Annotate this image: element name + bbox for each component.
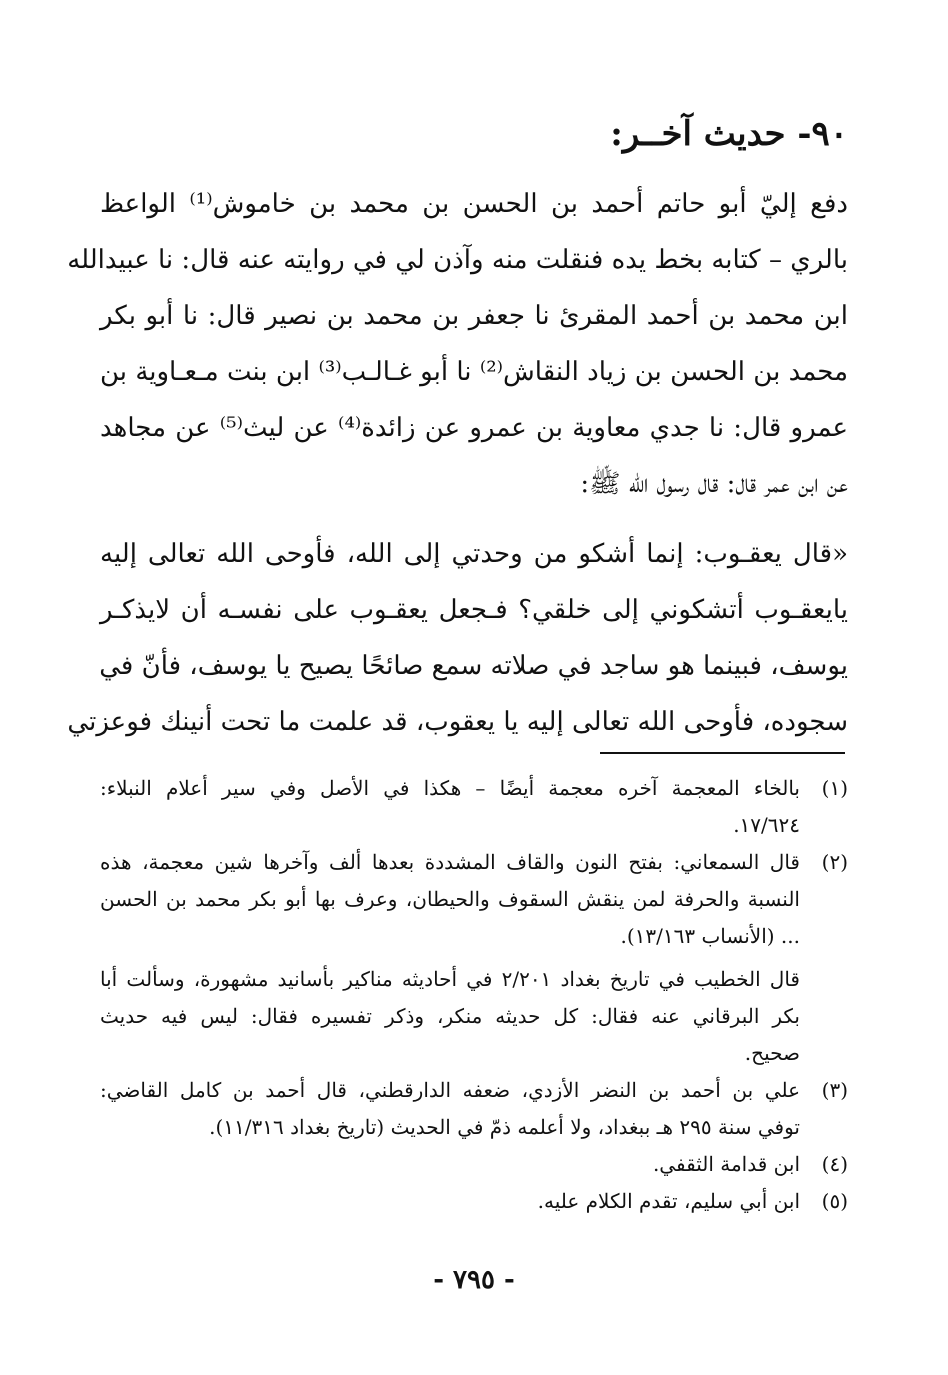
footnote-line: ابن قدامة الثقفي. bbox=[652, 1152, 800, 1176]
footnote-number: (٢) bbox=[821, 850, 848, 874]
footnotes bbox=[100, 770, 848, 1220]
footnote-2-continuation bbox=[100, 961, 848, 1072]
text-line: محمد بن الحسن بن زياد النقاش⁽²⁾ نا أبو غـالـب⁽³⁾ ابن بنت مـعـاوية بن bbox=[100, 357, 848, 387]
page-number: - ٧٩٥ - bbox=[433, 1265, 515, 1295]
footnote-2 bbox=[100, 844, 848, 955]
footnote-line: توفي سنة ٢٩٥ هـ ببغداد، ولا أعلمه ذمّ في الحديث (تاريخ بغداد ١١/٣١٦). bbox=[209, 1115, 800, 1139]
text-line: عن ابن عمر قال: قال رسول الله ﷺ: bbox=[580, 469, 848, 499]
matn-paragraph bbox=[67, 526, 848, 750]
footnote-line: صحيح. bbox=[744, 1041, 800, 1065]
footnote-4 bbox=[100, 1146, 848, 1183]
text-line: «قال يعقـوب: إنما أشكو من وحدتي إلى الله، فأوحى الله تعالى إليه bbox=[100, 539, 848, 569]
footnote-number: (٤) bbox=[821, 1152, 848, 1176]
footnote-line: بكر البرقاني عنه فقال: كل حديثه منكر، وذكر تفسيره فقال: ليس فيه حديث bbox=[100, 1004, 800, 1028]
footnote-separator bbox=[600, 752, 845, 754]
hadith-heading: ٩٠- حديث آخــر: bbox=[610, 114, 848, 154]
footnote-line: بالخاء المعجمة آخره معجمة أيضًا – هكذا في الأصل وفي سير أعلام النبلاء: bbox=[100, 776, 800, 800]
text-line: سجوده، فأوحى الله تعالى إليه يا يعقوب، قد علمت ما تحت أنينك فوعزتي bbox=[67, 707, 848, 737]
footnote-number: (٥) bbox=[821, 1189, 848, 1213]
isnad-paragraph bbox=[67, 176, 848, 512]
text-line: بالري – كتابه بخط يده فنقلت منه وآذن لي في روايته عنه قال: نا عبيدالله bbox=[67, 245, 848, 275]
footnote-3 bbox=[100, 1072, 848, 1146]
footnote-line: ... (الأنساب ١٣/١٦٣). bbox=[620, 924, 800, 948]
footnote-5 bbox=[100, 1183, 848, 1220]
text-line: عمرو قال: نا جدي معاوية بن عمرو عن زائدة⁽⁴⁾ عن ليث⁽⁵⁾ عن مجاهد bbox=[100, 413, 848, 443]
footnote-number: (١) bbox=[821, 776, 848, 800]
text-line: ابن محمد بن أحمد المقرئ نا جعفر بن محمد بن نصير قال: نا أبو بكر bbox=[100, 301, 848, 331]
footnote-line: ١٧/٦٢٤. bbox=[733, 813, 800, 837]
footnote-line: ابن أبي سليم، تقدم الكلام عليه. bbox=[537, 1189, 800, 1213]
footnote-line: علي بن أحمد بن النضر الأزدي، ضعفه الدارقطني، قال أحمد بن كامل القاضي: bbox=[100, 1078, 800, 1102]
footnote-line: قال الخطيب في تاريخ بغداد ٢/٢٠١ في أحاديثه مناكير بأسانيد مشهورة، وسألت أبا bbox=[100, 967, 800, 991]
footnote-1 bbox=[100, 770, 848, 844]
footnote-number: (٣) bbox=[821, 1078, 848, 1102]
text-line: دفع إليّ أبو حاتم أحمد بن الحسن بن محمد بن خاموش⁽¹⁾ الواعظ bbox=[100, 189, 848, 219]
text-line: يوسف، فبينما هو ساجد في صلاته سمع صائحًا يصيح يا يوسف، فأنّ في bbox=[99, 651, 848, 681]
footnote-line: قال السمعاني: بفتح النون والقاف المشددة بعدها ألف وآخرها شين معجمة، هذه bbox=[100, 850, 800, 874]
text-line: يايعقـوب أتشكوني إلى خلقي؟ فـجعل يعقـوب على نفسـه أن لايذكـر bbox=[100, 595, 848, 625]
footnote-line: النسبة والحرفة لمن ينقش السقوف والحيطان، وعرف بها أبو بكر محمد بن الحسن bbox=[100, 887, 800, 911]
main-text bbox=[67, 176, 848, 750]
